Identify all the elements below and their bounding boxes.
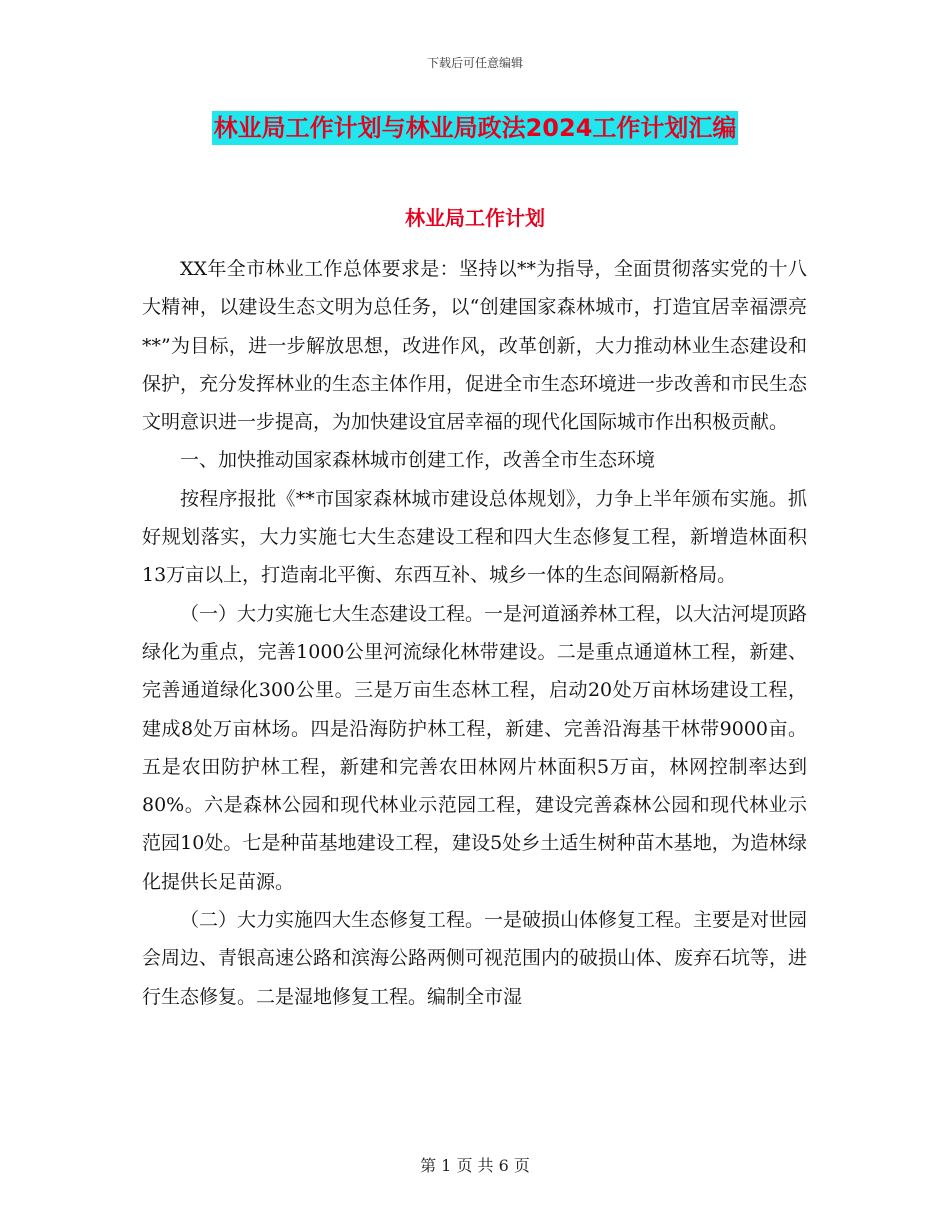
header-note: 下载后可任意编辑 xyxy=(426,56,523,70)
paragraph: 按程序报批《**市国家森林城市建设总体规划》，力争上半年颁布实施。抓好规划落实，大力实施七大生态建设工程和四大生态修复工程，新增造林面积13万亩以上，打造南北平衡、东西互补、城乡一体的生态间隔新格局。 xyxy=(142,487,807,587)
section-title: 林业局工作计划 xyxy=(405,206,545,230)
paragraph: 一、加快推动国家森林城市创建工作，改善全市生态环境 xyxy=(180,449,656,472)
document-title: 林业局工作计划与林业局政法2024工作计划汇编 xyxy=(212,111,739,145)
paragraph: XX年全市林业工作总体要求是：坚持以**为指导，全面贯彻落实党的十八大精神，以建设生态文明为总任务，以“创建国家森林城市，打造宜居幸福漂亮**”为目标，进一步解放思想，改进作风，改革创新，大力推动林业生态建设和保护，充分发挥林业的生态主体作用，促进全市生态环境进一步改善和市民生态文明意识进一步提高，为加快建设宜居幸福的现代化国际城市作出积极贡献。 xyxy=(142,258,808,434)
paragraph: （二）大力实施四大生态修复工程。一是破损山体修复工程。主要是对世园会周边、青银高速公路和滨海公路两侧可视范围内的破损山体、废弃石坑等，进行生态修复。二是湿地修复工程。编制全市湿 xyxy=(142,909,808,1008)
document-title-container xyxy=(0,111,950,145)
page-number: 第 1 页 共 6 页 xyxy=(420,1156,530,1175)
document-body xyxy=(142,250,807,1016)
paragraph: （一）大力实施七大生态建设工程。一是河道涵养林工程，以大沽河堤顶路绿化为重点，完善1000公里河流绿化林带建设。二是重点通道林工程，新建、完善通道绿化300公里。三是万亩生态林工程，启动20处万亩林场建设工程，建成8处万亩林场。四是沿海防护林工程，新建、完善沿海基干林带9000亩。五是农田防护林工程，新建和完善农田林网片林面积5万亩，林网控制率达到80%。六是森林公园和现代林业示范园工程，建设完善森林公园和现代林业示范园10处。七是种苗基地建设工程，建设5处乡土适生树种苗木基地，为造林绿化提供长足苗源。 xyxy=(142,602,808,893)
